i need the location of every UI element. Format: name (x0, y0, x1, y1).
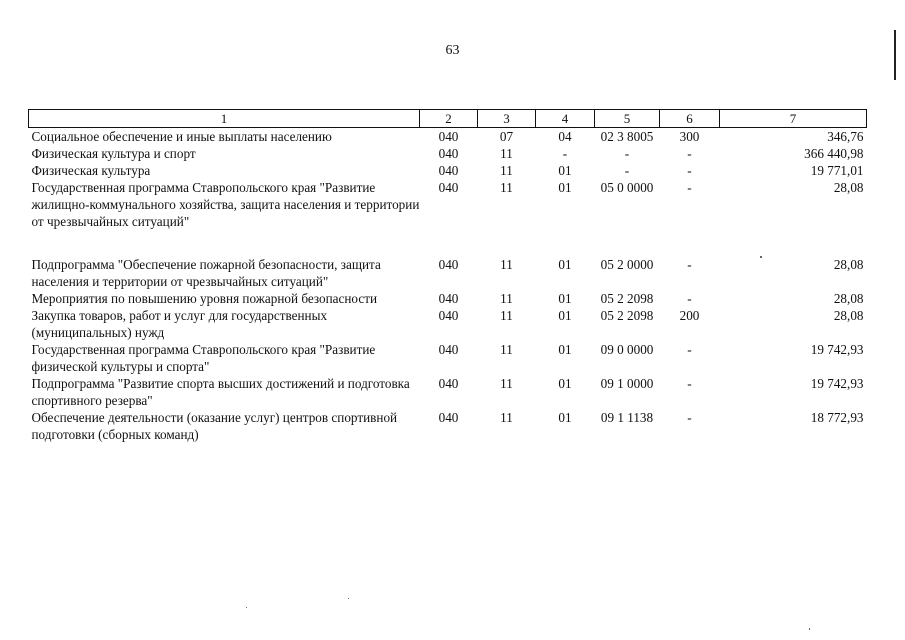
row-code-5: 05 2 0000 (600, 257, 654, 272)
row-code-5: 09 1 1138 (600, 410, 654, 425)
row-name: Закупка товаров, работ и услуг для государственных (муниципальных) нужд (31, 308, 328, 340)
header-cell: 6 (660, 110, 720, 128)
scan-speck (809, 628, 810, 630)
header-cell: 5 (595, 110, 660, 128)
row-code-4: 01 (558, 257, 572, 272)
row-name: Физическая культура и спорт (31, 146, 196, 161)
header-cell: 7 (720, 110, 867, 128)
row-code-3: 11 (500, 180, 513, 195)
scan-speck (246, 607, 247, 608)
row-code-4: 01 (558, 180, 572, 195)
table-row (29, 307, 867, 341)
row-code-3: 11 (500, 146, 513, 161)
row-code-3: 11 (500, 308, 513, 323)
row-amount: 28,08 (833, 257, 864, 272)
row-code-2: 040 (438, 257, 459, 272)
row-code-4: 01 (558, 410, 572, 425)
row-code-4: 01 (558, 308, 572, 323)
margin-rule (894, 30, 896, 80)
row-code-6: - (687, 410, 692, 425)
row-code-5: - (624, 146, 630, 161)
row-code-3: 11 (500, 342, 513, 357)
table-row (29, 290, 867, 307)
row-code-6: - (687, 291, 692, 306)
row-name: Мероприятия по повышению уровня пожарной безопасности (31, 291, 378, 306)
table-row (29, 145, 867, 162)
row-code-3: 07 (499, 129, 514, 144)
row-code-2: 040 (438, 376, 459, 391)
row-code-6: - (687, 342, 692, 357)
row-code-2: 040 (438, 163, 459, 178)
header-row (29, 110, 867, 128)
row-code-3: 11 (500, 376, 513, 391)
budget-table (28, 109, 867, 443)
row-code-5: 09 1 0000 (600, 376, 654, 391)
row-code-3: 11 (500, 291, 513, 306)
table-row (29, 375, 867, 409)
row-amount: 28,08 (833, 308, 864, 323)
row-name: Государственная программа Ставропольского края "Развитие физической культуры и спорта" (31, 342, 376, 374)
table-row (29, 256, 867, 290)
row-code-4: - (562, 146, 568, 161)
row-code-3: 11 (500, 410, 513, 425)
row-name: Государственная программа Ставропольского края "Развитие жилищно-коммунального хозяйства, защита населения и территории от чрезвычайных ситуаций" (31, 180, 420, 229)
row-code-2: 040 (438, 308, 459, 323)
row-amount: 366 440,98 (804, 146, 864, 161)
table-row (29, 128, 867, 146)
row-code-4: 01 (558, 376, 572, 391)
row-amount: 346,76 (827, 129, 864, 144)
row-name: Подпрограмма "Развитие спорта высших достижений и подготовка спортивного резерва" (31, 376, 410, 408)
spacer-row (29, 230, 867, 243)
row-code-4: 01 (558, 291, 572, 306)
row-code-5: 05 0 0000 (600, 180, 654, 195)
row-code-3: 11 (500, 257, 513, 272)
row-name: Физическая культура (31, 163, 151, 178)
header-cell: 1 (29, 110, 420, 128)
row-amount: 19 742,93 (810, 376, 864, 391)
header-cell: 3 (478, 110, 536, 128)
row-name: Подпрограмма "Обеспечение пожарной безопасности, защита населения и территории от чрезвычайных ситуаций" (31, 257, 381, 289)
row-code-2: 040 (438, 342, 459, 357)
row-name: Обеспечение деятельности (оказание услуг) центров спортивной подготовки (сборных команд) (31, 410, 398, 442)
page-number: 63 (445, 43, 460, 58)
row-code-2: 040 (438, 291, 459, 306)
row-code-3: 11 (500, 163, 513, 178)
row-amount: 19 742,93 (810, 342, 864, 357)
table-row (29, 179, 867, 230)
row-amount: 28,08 (833, 291, 864, 306)
row-name: Социальное обеспечение и иные выплаты населению (31, 129, 332, 144)
row-code-4: 04 (558, 129, 572, 144)
spacer-row (29, 243, 867, 256)
row-code-6: - (687, 376, 692, 391)
row-code-6: 300 (679, 129, 700, 144)
row-amount: 19 771,01 (810, 163, 864, 178)
row-code-4: 01 (558, 342, 572, 357)
row-code-6: - (687, 163, 692, 178)
table-row (29, 162, 867, 179)
scan-speck (348, 598, 349, 599)
row-code-2: 040 (438, 129, 459, 144)
row-code-6: 200 (679, 308, 700, 323)
row-code-5: 02 3 8005 (600, 129, 654, 144)
header-cell: 2 (420, 110, 478, 128)
row-amount: 18 772,93 (810, 410, 864, 425)
row-code-6: - (687, 146, 692, 161)
row-code-5: - (624, 163, 630, 178)
table-row (29, 409, 867, 443)
row-code-5: 09 0 0000 (600, 342, 654, 357)
row-code-5: 05 2 2098 (600, 308, 654, 323)
row-code-6: - (687, 257, 692, 272)
scan-speck (760, 256, 762, 258)
row-code-4: 01 (558, 163, 572, 178)
row-code-2: 040 (438, 410, 459, 425)
table-row (29, 341, 867, 375)
header-cell: 4 (536, 110, 595, 128)
row-code-5: 05 2 2098 (600, 291, 654, 306)
row-code-6: - (687, 180, 692, 195)
row-code-2: 040 (438, 180, 459, 195)
row-amount: 28,08 (833, 180, 864, 195)
row-code-2: 040 (438, 146, 459, 161)
